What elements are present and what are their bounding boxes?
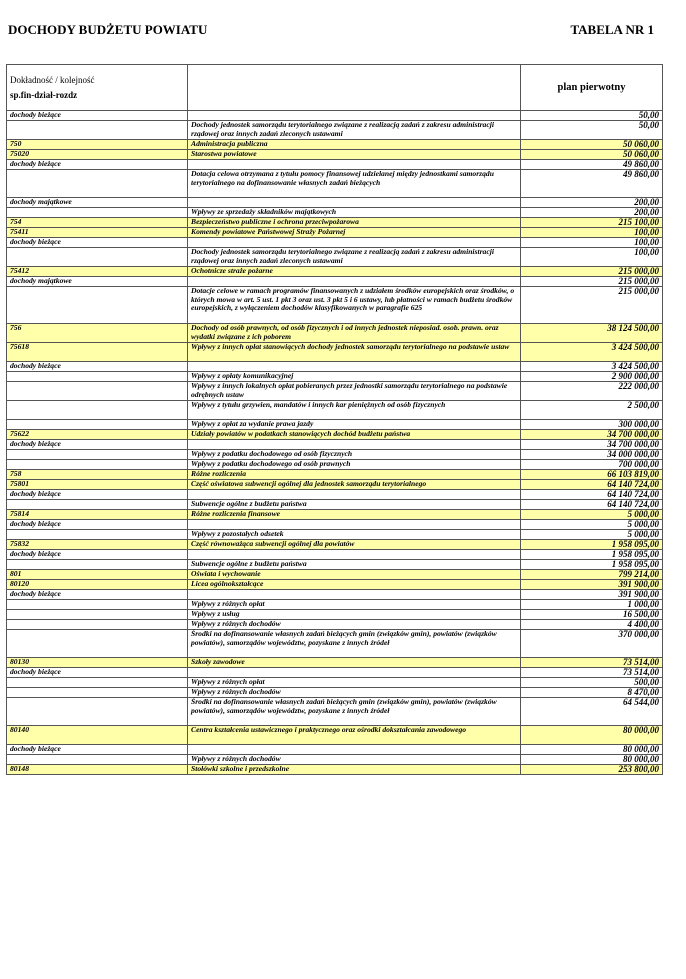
row-description: Dotacja celowa otrzymana z tytułu pomocy finansowej udzielanej między jednostkami samorządu terytorialnego na dofinansowanie własnych zadań bieżących [188,170,521,198]
table-row [7,170,663,198]
row-description [188,362,521,372]
row-amount: 64 544,00 [521,698,663,726]
row-amount: 73 514,00 [521,668,663,678]
row-amount: 2 900 000,00 [521,372,663,382]
row-description [188,520,521,530]
row-code: dochody bieżące [7,745,188,755]
table-row [7,450,663,460]
row-description: Dotacje celowe w ramach programów finansowanych z udziałem środków europejskich oraz środków, o których mowa w art. 5 ust. 1 pkt 3 oraz ust. 3 pkt 5 i 6 ustawy, lub płatności w ramach budżetu środków europejskich, z wyłączeniem dochodów klasyfikowanych w paragrafie 625 [188,287,521,324]
row-description: Subwencje ogólne z budżetu państwa [188,560,521,570]
table-row [7,500,663,510]
row-code: dochody majątkowe [7,277,188,287]
row-code: dochody bieżące [7,550,188,560]
row-description: Licea ogólnokształcące [188,580,521,590]
row-amount: 215 000,00 [521,287,663,324]
row-code: dochody bieżące [7,160,188,170]
row-amount: 215 000,00 [521,277,663,287]
row-code: 75801 [7,480,188,490]
row-amount: 4 400,00 [521,620,663,630]
table-row [7,490,663,500]
table-row [7,570,663,580]
table-number: TABELA NR 1 [570,22,654,37]
row-amount: 50 060,00 [521,150,663,160]
row-code: 75411 [7,228,188,238]
row-code [7,208,188,218]
row-code [7,610,188,620]
table-row [7,160,663,170]
row-description [188,745,521,755]
row-description [188,111,521,121]
row-amount: 5 000,00 [521,530,663,540]
row-description: Administracja publiczna [188,140,521,150]
table-row [7,765,663,775]
row-description [188,550,521,560]
row-description: Wpływy z różnych dochodów [188,755,521,765]
row-amount: 215 000,00 [521,267,663,277]
row-amount: 34 000 000,00 [521,450,663,460]
row-amount: 49 860,00 [521,170,663,198]
row-code [7,287,188,324]
row-amount: 215 100,00 [521,218,663,228]
table-row [7,382,663,401]
row-amount: 370 000,00 [521,630,663,658]
table-row [7,470,663,480]
row-code [7,755,188,765]
row-description: Wpływy z innych lokalnych opłat pobieranych przez jednostki samorządu terytorialnego na podstawie odrębnych ustaw [188,382,521,401]
budget-table [6,64,663,775]
table-row [7,238,663,248]
row-description: Wpływy z innych opłat stanowiących dochody jednostek samorządu terytorialnego na podstawie ustaw [188,343,521,362]
row-amount: 38 124 500,00 [521,324,663,343]
row-code [7,460,188,470]
row-code: 750 [7,140,188,150]
row-amount: 64 140 724,00 [521,490,663,500]
row-code: 75832 [7,540,188,550]
row-code: dochody majątkowe [7,198,188,208]
row-code: dochody bieżące [7,520,188,530]
table-row [7,324,663,343]
row-amount: 50,00 [521,111,663,121]
row-amount: 49 860,00 [521,160,663,170]
row-description: Ochotnicze straże pożarne [188,267,521,277]
row-amount: 700 000,00 [521,460,663,470]
header-code-label: sp.fin-dział-rozdz [10,89,78,100]
row-description: Wpływy z usług [188,610,521,620]
row-amount: 64 140 724,00 [521,480,663,490]
table-row [7,550,663,560]
table-row [7,510,663,520]
table-row [7,698,663,726]
table-row [7,401,663,420]
table-row [7,121,663,140]
row-description: Różne rozliczenia finansowe [188,510,521,520]
row-amount: 3 424 500,00 [521,343,663,362]
row-code: dochody bieżące [7,668,188,678]
row-code [7,560,188,570]
row-amount: 5 000,00 [521,510,663,520]
row-amount: 73 514,00 [521,658,663,668]
row-code: dochody bieżące [7,590,188,600]
row-description: Dochody od osób prawnych, od osób fizycznych i od innych jednostek nieposiad. osob. prawn. oraz wydatki związane z ich poborem [188,324,521,343]
row-description: Wpływy z różnych opłat [188,678,521,688]
table-row [7,658,663,668]
row-code [7,248,188,267]
row-code [7,170,188,198]
row-description [188,277,521,287]
row-description: Bezpieczeństwo publiczne i ochrona przeciwpożarowa [188,218,521,228]
row-amount: 8 470,00 [521,688,663,698]
row-amount: 66 103 819,00 [521,470,663,480]
row-code [7,600,188,610]
table-row [7,287,663,324]
row-description: Wpływy ze sprzedaży składników majątkowych [188,208,521,218]
row-description: Dochody jednostek samorządu terytorialnego związane z realizacją zadań z zakresu administracji rządowej oraz innych zadań zleconych ustawami [188,248,521,267]
row-amount: 391 900,00 [521,590,663,600]
row-description: Wpływy z opłaty komunikacyjnej [188,372,521,382]
row-amount: 50,00 [521,121,663,140]
table-row [7,480,663,490]
row-description: Stołówki szkolne i przedszkolne [188,765,521,775]
row-description: Centra kształcenia ustawicznego i praktycznego oraz ośrodki dokształcania zawodowego [188,726,521,745]
table-row [7,668,663,678]
row-description: Szkoły zawodowe [188,658,521,668]
row-amount: 34 700 000,00 [521,440,663,450]
row-amount: 50 060,00 [521,140,663,150]
row-amount: 1 958 095,00 [521,560,663,570]
table-row [7,560,663,570]
row-code [7,678,188,688]
row-code: 80148 [7,765,188,775]
row-code: 801 [7,570,188,580]
table-row [7,590,663,600]
table-row [7,678,663,688]
row-amount: 200,00 [521,198,663,208]
table-row [7,140,663,150]
row-description: Udziały powiatów w podatkach stanowiących dochód budżetu państwa [188,430,521,440]
row-code: 80130 [7,658,188,668]
table-row [7,343,663,362]
row-description [188,440,521,450]
table-row [7,688,663,698]
row-code: 758 [7,470,188,480]
table-row [7,620,663,630]
row-code [7,372,188,382]
row-amount: 222 000,00 [521,382,663,401]
row-description: Wpływy z podatku dochodowego od osób fizycznych [188,450,521,460]
table-row [7,150,663,160]
row-description: Wpływy z różnych dochodów [188,620,521,630]
row-code: 75814 [7,510,188,520]
row-code: 75618 [7,343,188,362]
table-row [7,520,663,530]
row-description [188,160,521,170]
row-code [7,620,188,630]
row-code: 80140 [7,726,188,745]
header-order-label: Dokładność / kolejność [10,74,95,85]
table-row [7,267,663,277]
row-code [7,382,188,401]
row-amount: 2 500,00 [521,401,663,420]
row-amount: 100,00 [521,228,663,238]
row-description: Dochody jednostek samorządu terytorialnego związane z realizacją zadań z zakresu administracji rządowej oraz innych zadań zleconych ustawami [188,121,521,140]
row-amount: 16 500,00 [521,610,663,620]
row-description: Część równoważąca subwencji ogólnej dla powiatów [188,540,521,550]
row-description: Oświata i wychowanie [188,570,521,580]
row-amount: 1 958 095,00 [521,540,663,550]
row-code [7,698,188,726]
row-amount: 100,00 [521,248,663,267]
header-col-code [7,65,188,111]
row-code [7,420,188,430]
table-row [7,630,663,658]
table-row [7,430,663,440]
table-row [7,580,663,590]
row-description [188,668,521,678]
row-description [188,490,521,500]
row-amount: 253 800,00 [521,765,663,775]
row-amount: 34 700 000,00 [521,430,663,440]
row-description: Wpływy z podatku dochodowego od osób prawnych [188,460,521,470]
row-code [7,530,188,540]
row-description: Wpływy z różnych opłat [188,600,521,610]
table-row [7,208,663,218]
row-amount: 5 000,00 [521,520,663,530]
row-code: dochody bieżące [7,362,188,372]
header-col-description [188,65,521,111]
row-code: 75412 [7,267,188,277]
table-row [7,218,663,228]
row-description: Środki na dofinansowanie własnych zadań bieżących gmin (związków gmin), powiatów (związków powiatów), samorządów województw, pozyskane z innych źródeł [188,630,521,658]
table-row [7,540,663,550]
row-description [188,590,521,600]
row-amount: 3 424 500,00 [521,362,663,372]
row-description: Starostwa powiatowe [188,150,521,160]
row-code: dochody bieżące [7,111,188,121]
row-amount: 1 000,00 [521,600,663,610]
row-code [7,500,188,510]
row-code: 80120 [7,580,188,590]
row-amount: 200,00 [521,208,663,218]
row-code: 754 [7,218,188,228]
row-amount: 1 958 095,00 [521,550,663,560]
row-code [7,121,188,140]
row-amount: 500,00 [521,678,663,688]
row-code: 75622 [7,430,188,440]
row-description: Wpływy z tytułu grzywien, mandatów i innych kar pieniężnych od osób fizycznych [188,401,521,420]
row-code: 75020 [7,150,188,160]
row-code [7,688,188,698]
row-description: Różne rozliczenia [188,470,521,480]
row-amount: 80 000,00 [521,755,663,765]
table-row [7,755,663,765]
table-header [7,65,663,111]
row-code: dochody bieżące [7,490,188,500]
table-row [7,372,663,382]
row-amount: 300 000,00 [521,420,663,430]
table-row [7,610,663,620]
row-code: dochody bieżące [7,238,188,248]
table-row [7,440,663,450]
table-row [7,745,663,755]
row-amount: 64 140 724,00 [521,500,663,510]
table-row [7,420,663,430]
row-description [188,198,521,208]
table-row [7,277,663,287]
row-amount: 799 214,00 [521,570,663,580]
row-description: Wpływy z różnych dochodów [188,688,521,698]
table-row [7,726,663,745]
row-code: 756 [7,324,188,343]
table-row [7,530,663,540]
row-amount: 100,00 [521,238,663,248]
table-row [7,600,663,610]
row-description: Wpływy z pozostałych odsetek [188,530,521,540]
header-col-plan: plan pierwotny [521,65,663,111]
row-description: Komendy powiatowe Państwowej Straży Pożarnej [188,228,521,238]
row-code [7,630,188,658]
row-amount: 80 000,00 [521,745,663,755]
table-row [7,198,663,208]
table-row [7,460,663,470]
row-code: dochody bieżące [7,440,188,450]
row-amount: 391 900,00 [521,580,663,590]
row-code [7,401,188,420]
document-title: DOCHODY BUDŻETU POWIATU [8,22,208,37]
table-row [7,362,663,372]
row-description: Wpływy z opłat za wydanie prawa jazdy [188,420,521,430]
row-code [7,450,188,460]
table-row [7,228,663,238]
table-row [7,248,663,267]
row-description: Część oświatowa subwencji ogólnej dla jednostek samorządu terytorialnego [188,480,521,490]
row-description [188,238,521,248]
row-description: Środki na dofinansowanie własnych zadań bieżących gmin (związków gmin), powiatów (związków powiatów), samorządów województw, pozyskane z innych źródeł [188,698,521,726]
table-row [7,111,663,121]
row-amount: 80 000,00 [521,726,663,745]
row-description: Subwencje ogólne z budżetu państwa [188,500,521,510]
